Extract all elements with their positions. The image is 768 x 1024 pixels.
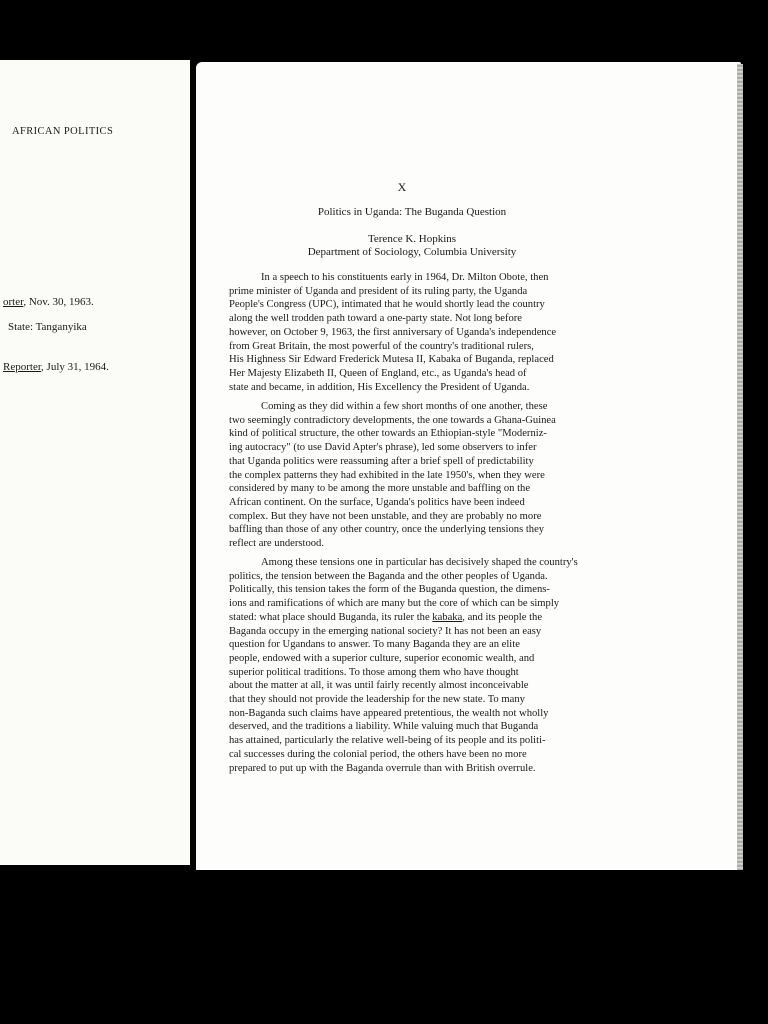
text-line: Baganda occupy in the emerging national society? It has not been an easy xyxy=(229,625,542,637)
text-line: Her Majesty Elizabeth II, Queen of England, etc., as Uganda's head of xyxy=(229,367,527,379)
paragraph-2 xyxy=(229,400,556,551)
left-footnote-3 xyxy=(3,361,109,373)
chapter-number: X xyxy=(397,180,407,194)
text-line: Coming as they did within a few short months of one another, these xyxy=(261,401,548,412)
left-footnote-2 xyxy=(8,321,87,333)
author-name: Terence K. Hopkins xyxy=(367,233,457,245)
text-line: non-Baganda such claims have appeared pretentious, the wealth not wholly xyxy=(229,707,549,719)
text-line: kind of political structure, the other towards an Ethiopian-style "Moderniz- xyxy=(229,428,547,440)
text-line: ions and ramifications of which are many but the core of which can be simply xyxy=(229,598,560,610)
text-line: In a speech to his constituents early in 1964, Dr. Milton Obote, then xyxy=(261,272,549,283)
text-line: complex. But they have not been unstable, and they are probably no more xyxy=(229,510,542,522)
paragraph-1 xyxy=(229,271,556,394)
text-line: His Highness Sir Edward Frederick Mutesa II, Kabaka of Buganda, replaced xyxy=(229,354,554,366)
page-edge xyxy=(737,64,743,870)
text-line: that Uganda politics were reassuming after a brief spell of predictability xyxy=(229,455,534,467)
left-footnote-1-date: , Nov. 30, 1963. xyxy=(23,296,94,308)
text-line: two seemingly contradictory developments, the one towards a Ghana-Guinea xyxy=(229,414,556,426)
text-line: considered by many to be among the more unstable and baffling on the xyxy=(229,483,531,495)
text-line: prime minister of Uganda and president of its ruling party, the Uganda xyxy=(229,285,528,297)
left-footnote-1-source: orter xyxy=(3,296,24,308)
text-line: reflect are understood. xyxy=(229,538,325,550)
left-footnote-3-date: , July 31, 1964. xyxy=(41,361,109,373)
text-line-with-emphasis xyxy=(229,611,578,625)
text-line: that they should not provide the leadership for the new state. To many xyxy=(229,694,525,706)
left-running-header: AFRICAN POLITICS xyxy=(12,126,114,137)
text-line: superior political traditions. To those among them who have thought xyxy=(229,666,519,678)
text-line: the complex patterns they had exhibited in the late 1950's, when they were xyxy=(229,469,545,481)
chapter-title: Politics in Uganda: The Buganda Question xyxy=(317,206,507,218)
text-line: Among these tensions one in particular has decisively shaped the country's xyxy=(261,557,578,568)
left-footnote-2-text: State: Tanganyika xyxy=(8,321,87,333)
text-line: along the well trodden path toward a one-party state. Not long before xyxy=(229,313,522,325)
text-line: politics, the tension between the Baganda and the other peoples of Uganda. xyxy=(229,570,548,582)
text-line: state and became, in addition, His Excellency the President of Uganda. xyxy=(229,381,530,393)
text-line: however, on October 9, 1963, the first anniversary of Uganda's independence xyxy=(229,326,557,338)
author-affiliation: Department of Sociology, Columbia University xyxy=(307,246,517,258)
text-line: about the matter at all, it was until fairly recently almost inconceivable xyxy=(229,680,529,692)
emphasized-term: kabaka xyxy=(432,611,463,623)
left-page xyxy=(0,60,190,865)
text-line: cal successes during the colonial period, the others have been no more xyxy=(229,748,527,760)
text-line: from Great Britain, the most powerful of the country's traditional rulers, xyxy=(229,340,534,352)
text-line: deserved, and the traditions a liability. While valuing much that Buganda xyxy=(229,721,539,733)
text-line: has attained, particularly the relative well-being of its people and its politi- xyxy=(229,735,546,747)
text-line: People's Congress (UPC), intimated that he would shortly lead the country xyxy=(229,299,545,311)
text-line: African continent. On the surface, Uganda's politics have been indeed xyxy=(229,496,525,508)
text-line: question for Ugandans to answer. To many Baganda they are an elite xyxy=(229,639,520,651)
left-footnote-1 xyxy=(3,296,94,308)
text-line: Politically, this tension takes the form of the Buganda question, the dimens- xyxy=(229,584,550,596)
text-line: baffling than those of any other country, once the underlying tensions they xyxy=(229,524,545,536)
text-line: people, endowed with a superior culture, superior economic wealth, and xyxy=(229,652,535,664)
text-line: prepared to put up with the Baganda overrule than with British overrule. xyxy=(229,762,536,774)
text-segment: stated: what place should Buganda, its ruler the xyxy=(229,611,433,623)
paragraph-3 xyxy=(229,556,578,775)
left-footnote-3-source: Reporter xyxy=(3,361,42,373)
text-line: ing autocracy" (to use David Apter's phrase), led some observers to infer xyxy=(229,442,537,454)
text-segment: , and its people the xyxy=(462,611,543,623)
